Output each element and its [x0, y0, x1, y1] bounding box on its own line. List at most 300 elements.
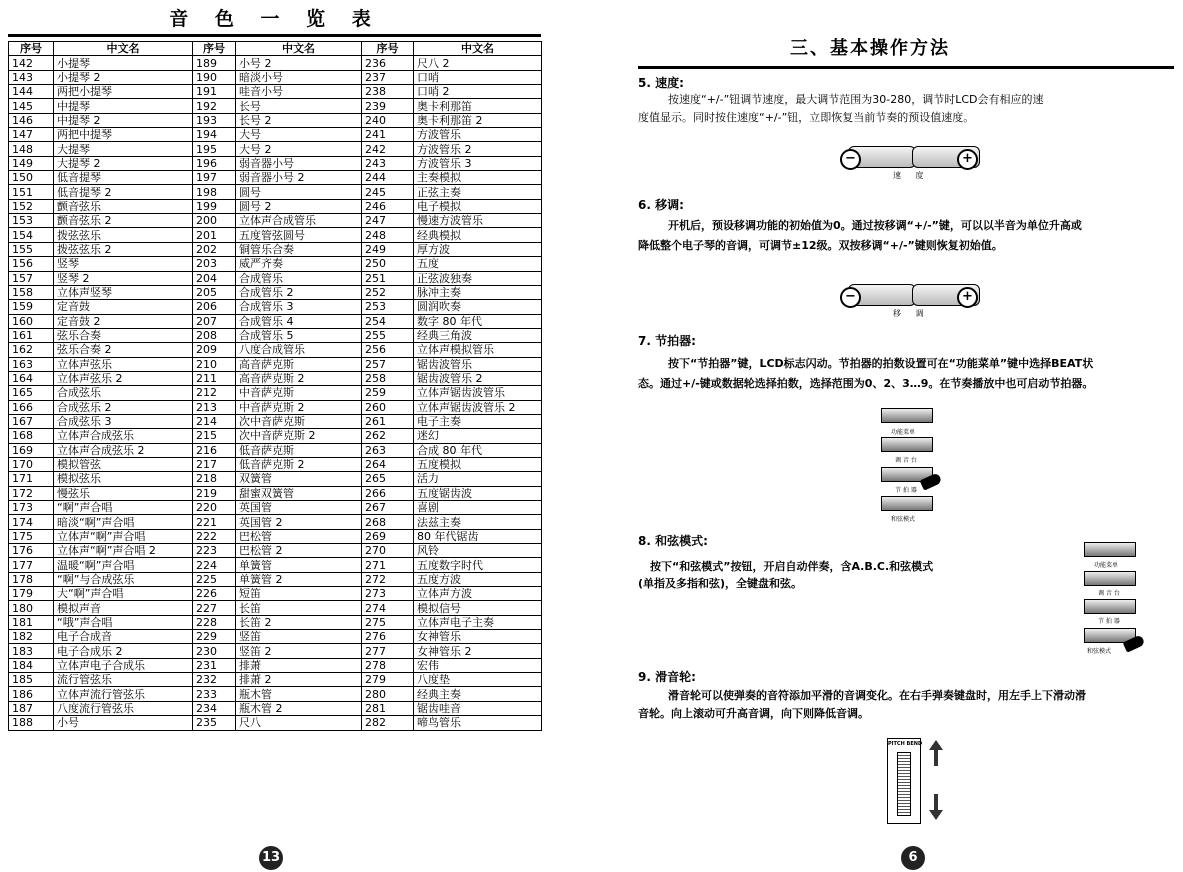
voice-name: 小号 2	[236, 56, 362, 70]
chord-mode-label: 和弦模式	[1087, 648, 1112, 655]
voice-number: 149	[9, 156, 54, 170]
voice-number: 175	[9, 529, 54, 543]
voice-name: 长号	[236, 99, 362, 113]
table-row	[9, 70, 542, 84]
table-row	[9, 400, 542, 414]
table-row	[9, 472, 542, 486]
voice-number: 226	[193, 587, 236, 601]
voice-name: 经典主奏	[414, 687, 542, 701]
voice-name: 合成弦乐	[54, 386, 193, 400]
voice-number: 274	[362, 601, 414, 615]
voice-number: 147	[9, 128, 54, 142]
table-row	[9, 716, 542, 730]
metronome-label: 节 拍 器	[1098, 618, 1120, 625]
table-row	[9, 156, 542, 170]
voice-number: 233	[193, 687, 236, 701]
voice-number: 272	[362, 572, 414, 586]
voice-number: 158	[9, 285, 54, 299]
table-row	[9, 357, 542, 371]
voice-number: 282	[362, 716, 414, 730]
voice-number: 221	[193, 515, 236, 529]
voice-number: 278	[362, 658, 414, 672]
voice-number: 184	[9, 658, 54, 672]
metronome-label: 节 拍 器	[895, 487, 917, 494]
voice-number: 232	[193, 673, 236, 687]
voice-number: 264	[362, 457, 414, 471]
voice-name: 竖笛 2	[236, 644, 362, 658]
table-row	[9, 300, 542, 314]
voice-number: 188	[9, 716, 54, 730]
table-row	[9, 429, 542, 443]
table-row	[9, 529, 542, 543]
voice-number: 220	[193, 501, 236, 515]
voice-name: 瓶木管	[236, 687, 362, 701]
voice-name: 立体声模拟管乐	[414, 343, 542, 357]
voice-number: 208	[193, 328, 236, 342]
voice-name: 大提琴 2	[54, 156, 193, 170]
voice-name: 五度模拟	[414, 457, 542, 471]
voice-number: 173	[9, 501, 54, 515]
voice-name: 模拟声音	[54, 601, 193, 615]
transpose-text-1: 开机后，预设移调功能的初始值为0。通过按移调“+/-”键，可以以半音为单位升高或	[668, 219, 1082, 232]
table-row	[9, 257, 542, 271]
voice-name: 合成管乐 4	[236, 314, 362, 328]
voice-name: 八度垫	[414, 673, 542, 687]
table-row	[9, 99, 542, 113]
chord-mode-label: 和弦模式	[891, 516, 916, 523]
voice-number: 281	[362, 701, 414, 715]
pitch-wheel-label: PITCH BEND	[888, 741, 923, 747]
plus-icon: +	[957, 287, 978, 308]
voice-number: 270	[362, 544, 414, 558]
voice-number: 266	[362, 486, 414, 500]
voice-number: 167	[9, 414, 54, 428]
table-row	[9, 56, 542, 70]
voice-name: 立体声合成管乐	[236, 214, 362, 228]
voice-name: 中音萨克斯	[236, 386, 362, 400]
voice-number: 217	[193, 457, 236, 471]
voice-name: 合成管乐 2	[236, 285, 362, 299]
table-row	[9, 673, 542, 687]
voice-name: 立体声电子主奏	[414, 615, 542, 629]
transpose-text-2: 降低整个电子琴的音调，可调节±12级。双按移调“+/-”键则恢复初始值。	[638, 239, 1003, 252]
voice-name: 颤音弦乐 2	[54, 214, 193, 228]
voice-name: 电子模拟	[414, 199, 542, 213]
chord-mode-button[interactable]	[881, 496, 933, 511]
voice-number: 243	[362, 156, 414, 170]
voice-name: 低音萨克斯	[236, 443, 362, 457]
voice-name: 低音提琴	[54, 171, 193, 185]
voice-number: 143	[9, 70, 54, 84]
voice-name: 脉冲主奏	[414, 285, 542, 299]
voice-number: 165	[9, 386, 54, 400]
voice-name: 竖琴 2	[54, 271, 193, 285]
header-name: 中文名	[414, 42, 542, 56]
voice-number: 250	[362, 257, 414, 271]
voice-number: 172	[9, 486, 54, 500]
voice-number: 197	[193, 171, 236, 185]
title-rule	[638, 66, 1174, 69]
table-row	[9, 171, 542, 185]
voice-name: 八度合成管乐	[236, 343, 362, 357]
table-row	[9, 285, 542, 299]
voice-name: “啊”声合唱	[54, 501, 193, 515]
voice-name: 两把中提琴	[54, 128, 193, 142]
voice-name: 竖笛	[236, 630, 362, 644]
voice-name: 次中音萨克斯 2	[236, 429, 362, 443]
tempo-caption: 速 度	[893, 171, 930, 180]
chord-text-1: 按下“和弦模式”按钮，开启自动伴奏，含A.B.C.和弦模式	[650, 560, 934, 573]
mixer-button[interactable]	[881, 437, 933, 452]
table-row	[9, 328, 542, 342]
voice-name: 小提琴	[54, 56, 193, 70]
voice-name: 弦乐合奏	[54, 328, 193, 342]
metronome-heading: 7. 节拍器:	[638, 334, 696, 348]
voice-number: 269	[362, 529, 414, 543]
pitch-wheel[interactable]	[897, 752, 911, 816]
voice-number: 277	[362, 644, 414, 658]
voice-name: 锯齿波管乐 2	[414, 371, 542, 385]
voice-number: 151	[9, 185, 54, 199]
voice-name: 长笛	[236, 601, 362, 615]
voice-number: 228	[193, 615, 236, 629]
voice-name: 低音提琴 2	[54, 185, 193, 199]
voice-number: 182	[9, 630, 54, 644]
table-row	[9, 414, 542, 428]
table-row	[9, 443, 542, 457]
voice-name: 合成弦乐 3	[54, 414, 193, 428]
voice-number: 273	[362, 587, 414, 601]
voice-name: 活力	[414, 472, 542, 486]
table-row	[9, 630, 542, 644]
voice-number: 205	[193, 285, 236, 299]
voice-name: 竖琴	[54, 257, 193, 271]
voice-number: 248	[362, 228, 414, 242]
transpose-buttons	[840, 284, 980, 324]
table-row	[9, 515, 542, 529]
voice-name: 五度管弦圆号	[236, 228, 362, 242]
voice-number: 168	[9, 429, 54, 443]
header-no: 序号	[193, 42, 236, 56]
metronome-text-2: 态。通过+/-键或数据轮选择拍数，选择范围为0、2、3…9。在节奏播放中也可启动节拍器。	[638, 377, 1094, 390]
voice-name: 立体声锯齿波管乐 2	[414, 400, 542, 414]
table-header-row	[9, 42, 542, 56]
voice-name: 五度方波	[414, 572, 542, 586]
minus-icon: −	[840, 287, 861, 308]
voice-number: 201	[193, 228, 236, 242]
voice-number: 163	[9, 357, 54, 371]
voice-name: 小号	[54, 716, 193, 730]
table-row	[9, 615, 542, 629]
voice-number: 203	[193, 257, 236, 271]
table-row	[9, 572, 542, 586]
voice-name: 喜剧	[414, 501, 542, 515]
voice-name: 立体声方波	[414, 587, 542, 601]
voice-name: 慢速方波管乐	[414, 214, 542, 228]
tempo-buttons	[840, 146, 980, 186]
chord-heading: 8. 和弦模式:	[638, 534, 708, 548]
voice-number: 261	[362, 414, 414, 428]
voice-name: 中提琴 2	[54, 113, 193, 127]
voice-name: 立体声合成弦乐 2	[54, 443, 193, 457]
voice-name: 慢弦乐	[54, 486, 193, 500]
voice-number: 206	[193, 300, 236, 314]
voice-name: 立体声电子合成乐	[54, 658, 193, 672]
voice-number: 225	[193, 572, 236, 586]
voice-number: 247	[362, 214, 414, 228]
voice-name: 小提琴 2	[54, 70, 193, 84]
voice-number: 211	[193, 371, 236, 385]
table-row	[9, 343, 542, 357]
table-row	[9, 644, 542, 658]
voice-name: 奥卡利那笛 2	[414, 113, 542, 127]
voice-name: 锯齿波管乐	[414, 357, 542, 371]
voice-number: 255	[362, 328, 414, 342]
table-row	[9, 85, 542, 99]
voice-name: 巴松管	[236, 529, 362, 543]
function-menu-button[interactable]	[1084, 542, 1136, 557]
voice-number: 271	[362, 558, 414, 572]
voice-number: 246	[362, 199, 414, 213]
mixer-button[interactable]	[1084, 571, 1136, 586]
voice-name: 正弦主奏	[414, 185, 542, 199]
voice-number: 263	[362, 443, 414, 457]
table-row	[9, 371, 542, 385]
voice-number: 236	[362, 56, 414, 70]
function-menu-button[interactable]	[881, 408, 933, 423]
voice-name: 大“啊”声合唱	[54, 587, 193, 601]
voice-name: 尺八 2	[414, 56, 542, 70]
page-number: 6	[901, 846, 925, 870]
arrow-up-icon	[929, 740, 943, 766]
pitch-bend-text-1: 滑音轮可以使弹奏的音符添加平滑的音调变化。在右手弹奏键盘时，用左手上下滑动滑	[668, 689, 1086, 702]
table-row	[9, 242, 542, 256]
voice-name: 高音萨克斯	[236, 357, 362, 371]
voice-number: 262	[362, 429, 414, 443]
voice-number: 187	[9, 701, 54, 715]
table-row	[9, 687, 542, 701]
voice-name: 五度	[414, 257, 542, 271]
voice-number: 227	[193, 601, 236, 615]
voice-name: 拨弦弦乐	[54, 228, 193, 242]
voice-name: 暗淡小号	[236, 70, 362, 84]
voice-number: 155	[9, 242, 54, 256]
voice-name: 高音萨克斯 2	[236, 371, 362, 385]
voice-number: 257	[362, 357, 414, 371]
voice-name: 单簧管	[236, 558, 362, 572]
voice-name: 女神管乐 2	[414, 644, 542, 658]
voice-number: 179	[9, 587, 54, 601]
voice-number: 251	[362, 271, 414, 285]
voice-number: 181	[9, 615, 54, 629]
voice-name: 中提琴	[54, 99, 193, 113]
voice-number: 146	[9, 113, 54, 127]
voice-number: 256	[362, 343, 414, 357]
voice-name: 中音萨克斯 2	[236, 400, 362, 414]
table-row	[9, 128, 542, 142]
voice-number: 159	[9, 300, 54, 314]
voice-name: 锯齿哇音	[414, 701, 542, 715]
voice-name: 排萧	[236, 658, 362, 672]
voice-name: 尺八	[236, 716, 362, 730]
table-row	[9, 457, 542, 471]
voice-number: 276	[362, 630, 414, 644]
table-row	[9, 199, 542, 213]
voice-number: 199	[193, 199, 236, 213]
voice-number: 176	[9, 544, 54, 558]
transpose-caption: 移 调	[893, 309, 930, 318]
voice-name: 八度流行管弦乐	[54, 701, 193, 715]
voice-name: 电子合成乐 2	[54, 644, 193, 658]
voice-name: 电子合成音	[54, 630, 193, 644]
voice-name: 口哨	[414, 70, 542, 84]
voice-number: 196	[193, 156, 236, 170]
voice-number: 244	[362, 171, 414, 185]
voice-number: 186	[9, 687, 54, 701]
voice-number: 240	[362, 113, 414, 127]
voice-number: 265	[362, 472, 414, 486]
voice-name: 弱音器小号	[236, 156, 362, 170]
voice-name: 排萧 2	[236, 673, 362, 687]
voice-number: 223	[193, 544, 236, 558]
voice-number: 258	[362, 371, 414, 385]
table-row	[9, 486, 542, 500]
voice-number: 164	[9, 371, 54, 385]
voice-number: 204	[193, 271, 236, 285]
voice-name: 英国管 2	[236, 515, 362, 529]
metronome-text-1: 按下“节拍器”键，LCD标志闪动。节拍器的拍数设置可在“功能菜单”键中选择BEAT状	[668, 357, 1094, 370]
voice-number: 198	[193, 185, 236, 199]
voice-name: 低音萨克斯 2	[236, 457, 362, 471]
table-row	[9, 501, 542, 515]
arrow-down-icon	[929, 794, 943, 820]
voice-name: 大提琴	[54, 142, 193, 156]
voice-name: 威严齐奏	[236, 257, 362, 271]
voice-number: 241	[362, 128, 414, 142]
voice-number: 174	[9, 515, 54, 529]
mixer-label: 调 音 台	[895, 457, 917, 464]
voice-name: 五度数字时代	[414, 558, 542, 572]
voice-number: 195	[193, 142, 236, 156]
voice-name: 圆号 2	[236, 199, 362, 213]
voice-number: 185	[9, 673, 54, 687]
pitch-bend-text-2: 音轮。向上滚动可升高音调，向下则降低音调。	[638, 707, 869, 720]
voice-name: 圆润吹奏	[414, 300, 542, 314]
voice-number: 253	[362, 300, 414, 314]
voice-name: 数字 80 年代	[414, 314, 542, 328]
voice-name: 法兹主奏	[414, 515, 542, 529]
voice-name: 立体声弦乐 2	[54, 371, 193, 385]
voice-number: 152	[9, 199, 54, 213]
voice-name: 定音鼓 2	[54, 314, 193, 328]
voice-number: 156	[9, 257, 54, 271]
table-row	[9, 386, 542, 400]
tempo-text-2: 度值显示。同时按住速度“+/-”钮，立即恢复当前节奏的预设值速度。	[638, 111, 975, 124]
voice-number: 215	[193, 429, 236, 443]
voice-number: 157	[9, 271, 54, 285]
voice-name: 啼鸟管乐	[414, 716, 542, 730]
voice-number: 212	[193, 386, 236, 400]
voice-number: 224	[193, 558, 236, 572]
voice-name: 宏伟	[414, 658, 542, 672]
voice-name: 英国管	[236, 501, 362, 515]
voice-number: 230	[193, 644, 236, 658]
voice-number: 249	[362, 242, 414, 256]
voice-number: 213	[193, 400, 236, 414]
voice-number: 222	[193, 529, 236, 543]
voice-number: 214	[193, 414, 236, 428]
voice-number: 218	[193, 472, 236, 486]
voice-number: 170	[9, 457, 54, 471]
voice-number: 166	[9, 400, 54, 414]
voice-number: 200	[193, 214, 236, 228]
function-menu-label: 功能菜单	[1094, 562, 1119, 569]
voice-name: 单簧管 2	[236, 572, 362, 586]
voice-name: 颤音弦乐	[54, 199, 193, 213]
voice-name: 风铃	[414, 544, 542, 558]
voice-number: 178	[9, 572, 54, 586]
tempo-text-1: 按速度“+/-”钮调节速度，最大调节范围为30-280，调节时LCD会有相应的速	[668, 93, 1044, 106]
table-row	[9, 658, 542, 672]
voice-name: 80 年代锯齿	[414, 529, 542, 543]
voice-name: 大号	[236, 128, 362, 142]
voice-name: 方波管乐 2	[414, 142, 542, 156]
voice-number: 279	[362, 673, 414, 687]
voice-number: 190	[193, 70, 236, 84]
table-row	[9, 271, 542, 285]
table-row	[9, 544, 542, 558]
voice-name: 立体声流行管弦乐	[54, 687, 193, 701]
voice-name: 立体声“啊”声合唱	[54, 529, 193, 543]
voice-name: 方波管乐	[414, 128, 542, 142]
voice-name: “哦”声合唱	[54, 615, 193, 629]
voice-name: 哇音小号	[236, 85, 362, 99]
voice-name: 立体声合成弦乐	[54, 429, 193, 443]
voice-name: 甜蜜双簧管	[236, 486, 362, 500]
voice-number: 254	[362, 314, 414, 328]
voice-number: 207	[193, 314, 236, 328]
voice-name: 口哨 2	[414, 85, 542, 99]
pitch-bend-heading: 9. 滑音轮:	[638, 670, 696, 684]
voice-table	[8, 41, 542, 731]
voice-list-title: 音 色 一 览 表	[169, 8, 381, 30]
left-page	[0, 0, 560, 872]
voice-name: 铜管乐合奏	[236, 242, 362, 256]
minus-icon: −	[840, 149, 861, 170]
voice-number: 267	[362, 501, 414, 515]
voice-number: 209	[193, 343, 236, 357]
header-name: 中文名	[54, 42, 193, 56]
pitch-bend-diagram	[887, 738, 957, 826]
voice-name: 女神管乐	[414, 630, 542, 644]
voice-number: 142	[9, 56, 54, 70]
voice-name: 奥卡利那笛	[414, 99, 542, 113]
voice-number: 154	[9, 228, 54, 242]
header-no: 序号	[362, 42, 414, 56]
table-row	[9, 185, 542, 199]
function-menu-label: 功能菜单	[891, 429, 916, 436]
voice-name: 短笛	[236, 587, 362, 601]
voice-name: 模拟信号	[414, 601, 542, 615]
voice-name: 长笛 2	[236, 615, 362, 629]
voice-number: 144	[9, 85, 54, 99]
metronome-button[interactable]	[1084, 599, 1136, 614]
voice-number: 268	[362, 515, 414, 529]
voice-number: 280	[362, 687, 414, 701]
table-row	[9, 142, 542, 156]
voice-name: 长号 2	[236, 113, 362, 127]
voice-name: 两把小提琴	[54, 85, 193, 99]
